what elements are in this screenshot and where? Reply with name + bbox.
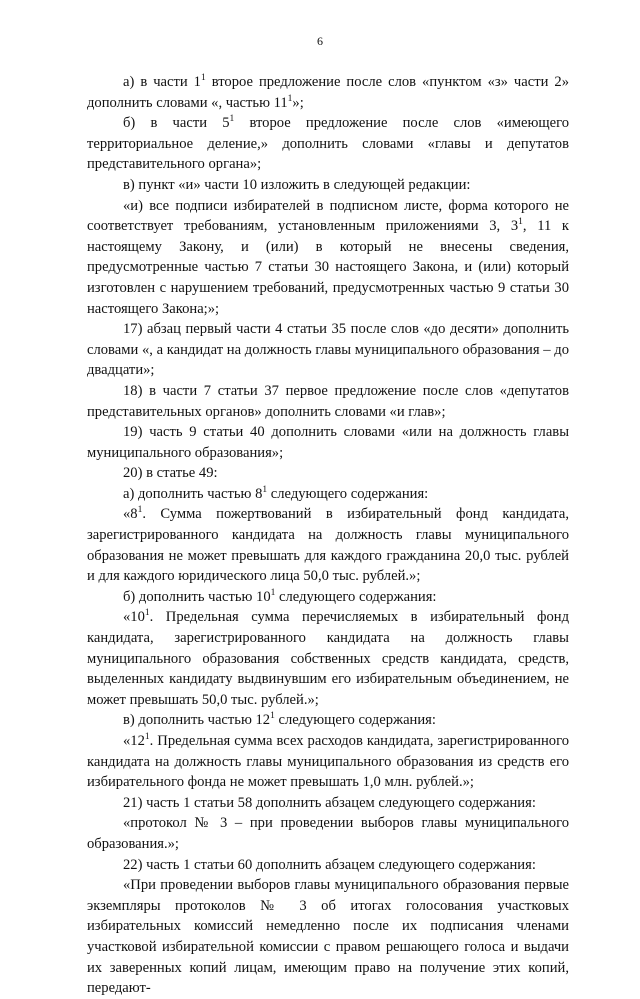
- paragraph: «$8^1$. Сумма пожертвований в избирательный фонд кандидата, зарегистрированного кандидата на должность главы муниципального образования не может превышать для каждого гражданина 20,0 тыс. рублей и для каждого юридического лица 50,0 тыс. рублей.»;: [87, 505, 569, 585]
- paragraph: в) пункт «и» части 10 изложить в следующей редакции:: [123, 176, 471, 193]
- paragraph: 19) часть 9 статьи 40 дополнить словами «или на должность главы муниципального образования»;: [87, 424, 569, 461]
- paragraph: а) дополнить частью $8^1$ следующего содержания:: [123, 484, 429, 502]
- paragraph: б) дополнить частью $10^1$ следующего содержания:: [123, 587, 437, 605]
- paragraph: «$10^1$. Предельная сумма перечисляемых в избирательный фонд кандидата, зарегистрированного кандидата на должность главы муниципального образования собственных средств кандидата, средств, выделенных кандидату выдвинувшим его избирательным объединением, не может превышать 50,0 тыс. рублей.»;: [87, 608, 569, 708]
- paragraph: «$12^1$. Предельная сумма всех расходов кандидата, зарегистрированного кандидата на должность главы муниципального образования из средств его избирательного фонда не может превышать 1,0 млн. рублей.»;: [87, 732, 569, 791]
- document-body: [87, 72, 569, 999]
- paragraph: «и) все подписи избирателей в подписном листе, форма которого не соответствует требованиям, установленным приложениями 3, $3^1$, 11 к настоящему Закону, и (или) в который не внесены сведения, предусмотренные частью 7 статьи 30 настоящего Закона, и (или) который изготовлен с нарушением требований, предусмотренных частью 9 статьи 30 настоящего Закона;»;: [87, 197, 569, 317]
- paragraph: 22) часть 1 статьи 60 дополнить абзацем следующего содержания:: [123, 856, 536, 873]
- paragraph: «протокол № 3 – при проведении выборов главы муниципального образования.»;: [87, 815, 569, 852]
- paragraph: 20) в статье 49:: [123, 465, 218, 482]
- page-number: 6: [317, 34, 323, 48]
- paragraph: б) в части $5^1$ второе предложение после слов «имеющего территориальное деление,» дополнить словами «главы и депутатов представительного органа»;: [87, 114, 569, 173]
- paragraph: 18) в части 7 статьи 37 первое предложение после слов «депутатов представительных органов» дополнить словами «и глав»;: [87, 382, 569, 420]
- paragraph: 21) часть 1 статьи 58 дополнить абзацем следующего содержания:: [123, 794, 536, 811]
- paragraph: а) в части $1^1$ второе предложение после слов «пунктом «з» части 2» дополнить словами «, частью $11^1$»;: [87, 73, 569, 111]
- paragraph: «При проведении выборов главы муниципального образования первые экземпляры протоколов № 3 об итогах голосования участковых избирательных комиссий немедленно после их подписания членами участковой избирательной комиссии с правом решающего голоса и выдачи их заверенных копий лицам, имеющим право на получение этих копий, передают-: [87, 877, 569, 997]
- paragraph: в) дополнить частью $12^1$ следующего содержания:: [123, 711, 436, 729]
- paragraph: 17) абзац первый части 4 статьи 35 после слов «до десяти» дополнить словами «, а кандидат на должность главы муниципального образования – до двадцати»;: [87, 321, 569, 379]
